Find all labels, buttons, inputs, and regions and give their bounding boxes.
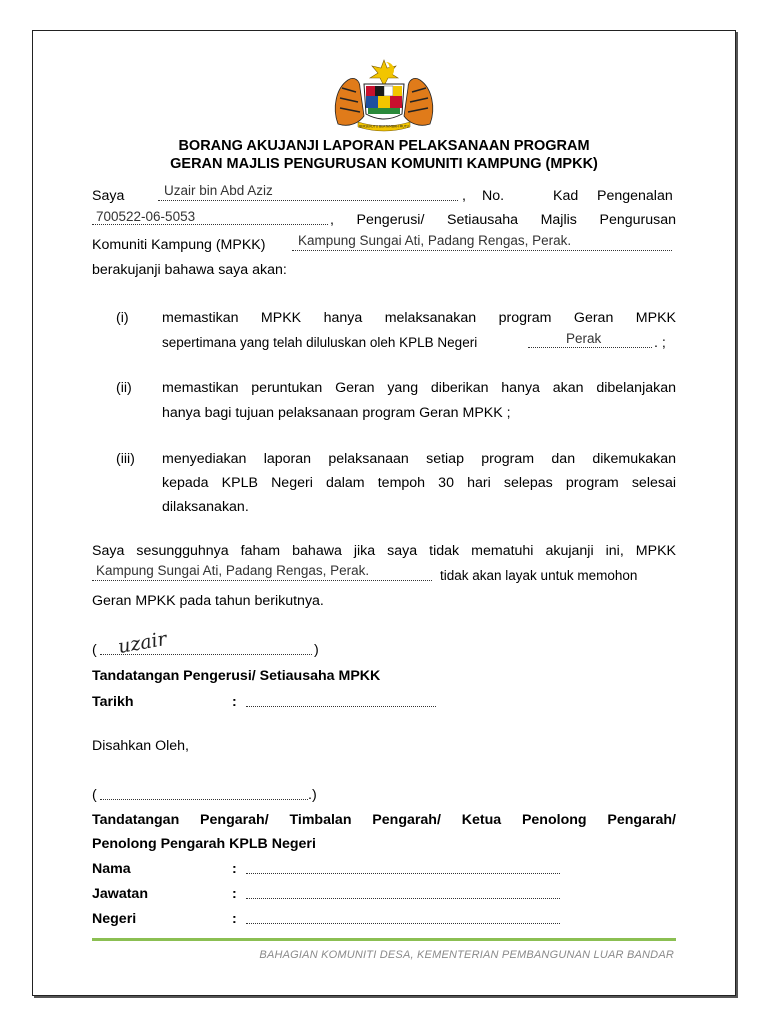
footer-text: BAHAGIAN KOMUNITI DESA, KEMENTERIAN PEMBANGUNAN LUAR BANDAR [259,949,674,961]
name-dotline [158,200,458,201]
item-1-line2: sepertimana yang telah diluluskan oleh KPLB Negeri [162,335,478,350]
negeri-label: Negeri [92,911,137,927]
mpkk-dotline [292,250,672,251]
negeri-field[interactable]: Perak [566,331,602,346]
item-3-number: (iii) [116,451,135,467]
tarikh-label: Tarikh [92,694,134,710]
endorsement-label-line1: Tandatangan Pengarah/ Timbalan Pengarah/ Ketua Penolong Pengarah/ [92,812,676,828]
closing-line2-end: tidak akan layak untuk memohon [440,568,638,583]
crest-motto: BERSEKUTU BERTAMBAH MUTU [358,124,410,129]
jawatan-label: Jawatan [92,886,148,902]
endorsement-label-line2: Penolong Pengarah KPLB Negeri [92,836,316,852]
jawatan-field[interactable] [246,898,560,899]
item-2-line2: hanya bagi tujuan pelaksanaan program Geran MPKK ; [162,405,511,421]
malaysia-coat-of-arms-icon [330,58,438,134]
item-1-line1: memastikan MPKK hanya melaksanakan program Geran MPKK [162,310,676,326]
no-label: No. [482,188,505,204]
handwritten-signature: uzair [116,627,169,659]
saya-label: Saya [92,188,125,204]
tarikh-field[interactable] [246,706,436,707]
nama-label: Nama [92,861,131,877]
endorsement-negeri-field[interactable] [246,923,560,924]
berakujanji-text: berakujanji bahawa saya akan: [92,262,287,278]
item-3-line3: dilaksanakan. [162,499,249,515]
item-1-number: (i) [116,310,129,326]
closing-line3: Geran MPKK pada tahun berikutnya. [92,593,324,609]
item-3-line2: kepada KPLB Negeri dalam tempoh 30 hari selepas program selesai [162,475,676,491]
footer-divider [92,938,676,941]
komuniti-label: Komuniti Kampung (MPKK) [92,237,266,253]
closing-line1: Saya sesungguhnya faham bahawa jika saya tidak mematuhi akujanji ini, MPKK [92,543,676,559]
endorsement-signature-dotline[interactable] [100,799,308,800]
negeri-dotline [528,347,652,348]
closing-mpkk-dotline [92,580,432,581]
closing-mpkk-field[interactable]: Kampung Sungai Ati, Padang Rengas, Perak. [96,563,370,578]
ic-number-field[interactable]: 700522-06-5053 [96,209,196,224]
disahkan-label: Disahkan Oleh, [92,738,189,754]
nama-field[interactable] [246,873,560,874]
name-field[interactable]: Uzair bin Abd Aziz [164,183,273,198]
signature-label: Tandatangan Pengerusi/ Setiausaha MPKK [92,668,381,684]
item-3-line1: menyediakan laporan pelaksanaan setiap program dan dikemukakan [162,451,676,467]
form-title-line2: GERAN MAJLIS PENGURUSAN KOMUNITI KAMPUNG (MPKK) [170,156,598,172]
item-2-number: (ii) [116,380,132,396]
kad-label: Kad [553,188,579,204]
ic-dotline [92,224,328,225]
form-title-line1: BORANG AKUJANJI LAPORAN PELAKSANAAN PROGRAM [178,138,590,154]
mpkk-name-field[interactable]: Kampung Sungai Ati, Padang Rengas, Perak. [298,233,572,248]
pengenalan-label: Pengenalan [597,188,673,204]
role-text: , Pengerusi/ Setiausaha Majlis Pengurusan [330,212,676,228]
item-2-line1: memastikan peruntukan Geran yang diberikan hanya akan dibelanjakan [162,380,676,396]
item-1-end: . ; [654,335,666,351]
